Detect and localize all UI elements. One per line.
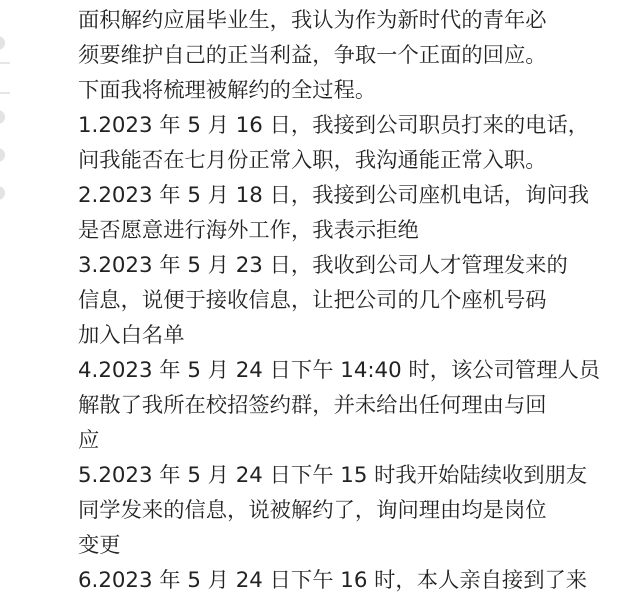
left-gutter <box>0 0 62 560</box>
post-line-7: 是否愿意进行海外工作，我表示拒绝 <box>78 218 419 243</box>
post-line-6: 2.2023 年 5 月 18 日，我接到公司座机电话，询问我 <box>78 183 590 208</box>
post-line-9: 信息，说便于接收信息，让把公司的几个座机号码 <box>78 288 547 313</box>
post-line-16: 变更 <box>78 533 121 558</box>
gutter-divider <box>0 62 10 64</box>
post-line-17: 6.2023 年 5 月 24 日下午 16 时，本人亲自接到了来 <box>78 568 588 593</box>
gutter-mark <box>0 186 5 200</box>
right-margin <box>628 0 640 560</box>
gutter-mark <box>0 148 5 162</box>
post-line-3: 下面我将梳理被解约的全过程。 <box>78 78 377 103</box>
post-line-10: 加入白名单 <box>78 323 185 348</box>
post-line-12: 解散了我所在校招签约群，并未给出任何理由与回 <box>78 393 547 418</box>
gutter-mark <box>0 36 5 50</box>
post-line-1: 面积解约应届毕业生，我认为作为新时代的青年必 <box>78 8 547 33</box>
post-line-4: 1.2023 年 5 月 16 日，我接到公司职员打来的电话， <box>78 113 590 138</box>
post-line-14: 5.2023 年 5 月 24 日下午 15 时我开始陆续收到朋友 <box>78 463 588 488</box>
post-line-11: 4.2023 年 5 月 24 日下午 14:40 时，该公司管理人员 <box>78 358 601 383</box>
post-text-panel <box>62 0 628 593</box>
post-line-8: 3.2023 年 5 月 23 日，我收到公司人才管理发来的 <box>78 253 568 278</box>
gutter-divider <box>0 92 10 94</box>
post-line-13: 应 <box>78 428 100 453</box>
post-line-15: 同学发来的信息，说被解约了，询问理由均是岗位 <box>78 498 547 523</box>
gutter-mark <box>0 110 5 124</box>
post-line-5: 问我能否在七月份正常入职，我沟通能正常入职。 <box>78 148 547 173</box>
post-line-2: 须要维护自己的正当利益，争取一个正面的回应。 <box>78 43 547 68</box>
